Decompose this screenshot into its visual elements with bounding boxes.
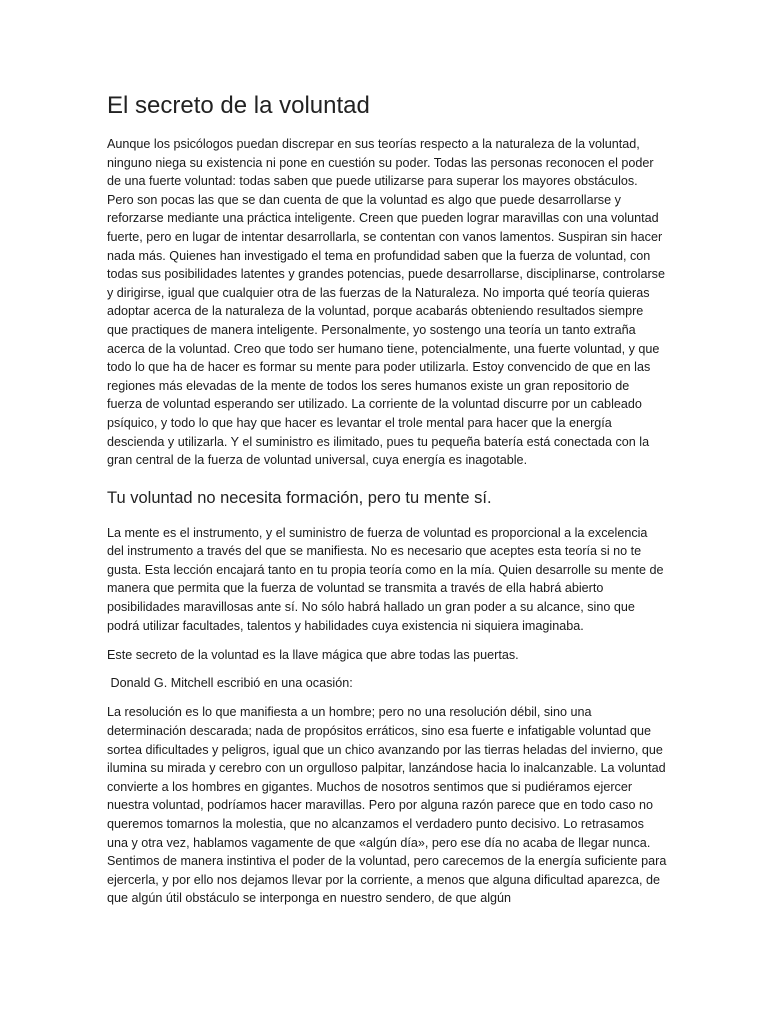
paragraph-intro: Aunque los psicólogos puedan discrepar en sus teorías respecto a la naturaleza de la voluntad, ninguno niega su existencia ni pone en cuestión su poder. Todas las personas reconocen el poder de una fuerte voluntad: todas saben que puede utilizarse para superar los mayores obstáculos. Pero son pocas las que se dan cuenta de que la voluntad es algo que puede desarrollarse y reforzarse mediante una práctica inteligente. Creen que pueden lograr maravillas con una voluntad fuerte, pero en lugar de intentar desarrollarla, se contentan con vanos lamentos. Suspiran sin hacer nada más. Quienes han investigado el tema en profundidad saben que la fuerza de voluntad, con todas sus posibilidades latentes y grandes potencias, puede desarrollarse, disciplinarse, controlarse y dirigirse, igual que cualquier otra de las fuerzas de la Naturaleza. No importa qué teoría quieras adoptar acerca de la naturaleza de la voluntad, porque acabarás obteniendo resultados siempre que practiques de manera inteligente. Personalmente, yo sostengo una teoría un tanto extraña acerca de la voluntad. Creo que todo ser humano tiene, potencialmente, una fuerte voluntad, y que todo lo que ha de hacer es formar su mente para poder utilizarla. Estoy convencido de que en las regiones más elevadas de la mente de todos los seres humanos existe un gran repositorio de fuerza de voluntad esperando ser utilizado. La corriente de la voluntad discurre por un cableado psíquico, y todo lo que hay que hacer es levantar el trole mental para hacer que la energía descienda y utilizarla. Y el suministro es ilimitado, pues tu pequeña batería está conectada con la gran central de la fuerza de voluntad universal, cuya energía es inagotable. (107, 137, 665, 468)
paragraph-quote-intro: Donald G. Mitchell escribió en una ocasión: (107, 675, 353, 690)
document-page (107, 88, 667, 908)
paragraph-quote: La resolución es lo que manifiesta a un hombre; pero no una resolución débil, sino una determinación descarada; nada de propósitos erráticos, sino esa fuerte e infatigable voluntad que sortea dificultades y peligros, igual que un chico avanzando por las tierras heladas del invierno, que ilumina su mirada y cerebro con un orgulloso palpitar, lanzándose hacia lo inalcanzable. La voluntad convierte a los hombres en gigantes. Muchos de nosotros sentimos que si pudiéramos ejercer nuestra voluntad, podríamos hacer maravillas. Pero por alguna razón parece que en todo caso no queremos tomarnos la molestia, que no alcanzamos el verdadero punto decisivo. Lo retrasamos una y otra vez, hablamos vagamente de que «algún día», pero ese día no acaba de llegar nunca. Sentimos de manera instintiva el poder de la voluntad, pero carecemos de la energía suficiente para ejercerla, y por ello nos dejamos llevar por la corriente, a menos que alguna dificultad aparezca, de que algún útil obstáculo se interponga en nuestro sendero, de que algún (107, 705, 667, 906)
section-subtitle: Tu voluntad no necesita formación, pero tu mente sí. (107, 488, 492, 507)
paragraph-secret: Este secreto de la voluntad es la llave mágica que abre todas las puertas. (107, 648, 519, 663)
document-title: El secreto de la voluntad (107, 92, 370, 119)
paragraph-mind: La mente es el instrumento, y el suministro de fuerza de voluntad es proporcional a la excelencia del instrumento a través del que se manifiesta. No es necesario que aceptes esta teoría si no te gusta. Esta lección encajará tanto en tu propia teoría como en la mía. Quien desarrolle su mente de manera que permita que la fuerza de voluntad se transmita a través de ella habrá abierto posibilidades maravillosas ante sí. No sólo habrá hallado un gran poder a su alcance, sino que podrá utilizar facultades, talentos y habilidades cuya existencia ni siquiera imaginaba. (107, 525, 664, 633)
